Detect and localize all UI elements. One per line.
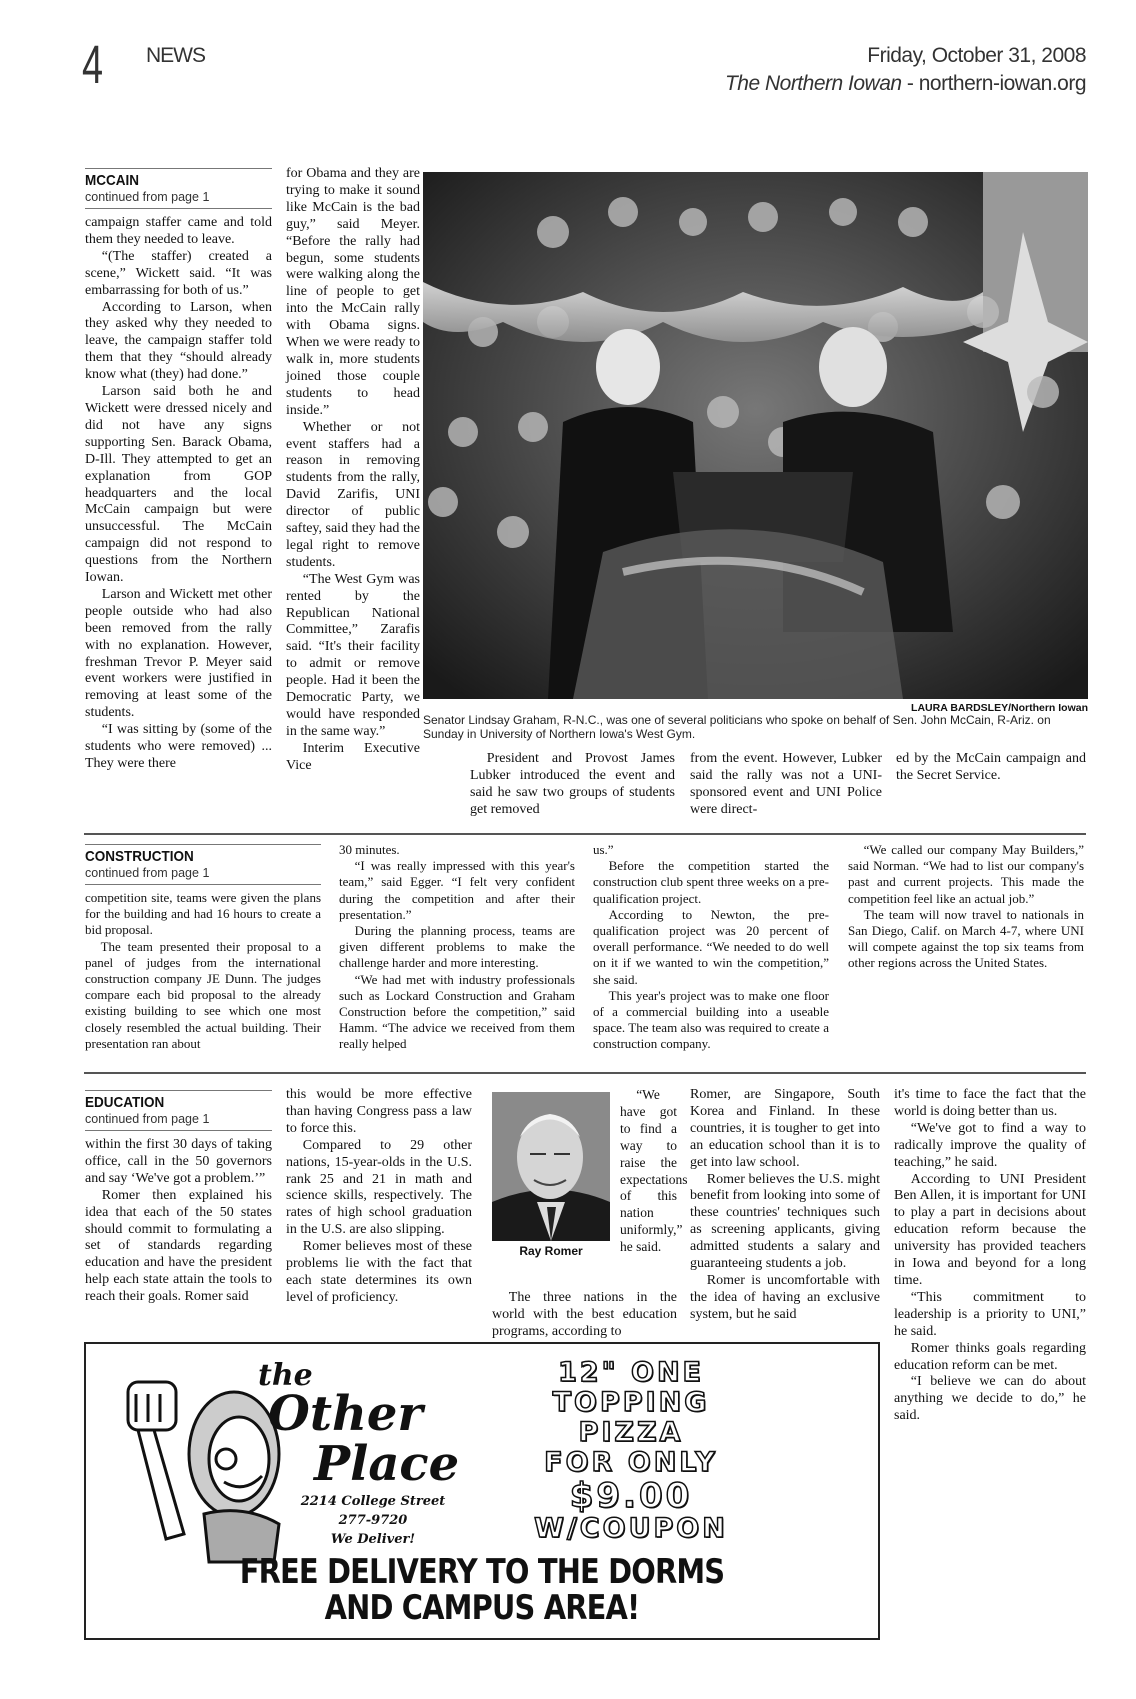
article-column: [470, 751, 675, 819]
paragraph: Romer is uncomfortable with the idea of having an exclusive system, but he said: [690, 1272, 880, 1322]
paragraph: “This commitment to leadership is a priority to UNI,” he said.: [894, 1289, 1086, 1339]
paragraph: President and Provost James Lubker introduced the event and said he saw two groups of students get removed: [470, 751, 675, 817]
paragraph: us.”: [593, 842, 614, 857]
article-column: [593, 842, 829, 1053]
paragraph: “I believe we can do about anything we decide to do,” he said.: [894, 1374, 1086, 1424]
paragraph: According to Newton, the pre-qualification project was 20 percent of overall performance. “We needed to do well on it if we wanted to win the competition,” she said.: [593, 906, 829, 987]
logo-text-other: Other: [268, 1386, 423, 1442]
kicker-continued: continued from page 1: [85, 190, 210, 204]
paragraph: Romer, are Singapore, South Korea and Finland. In these countries, it is tougher to get into an education school than it is to get into law school.: [690, 1087, 880, 1170]
paragraph: “We have got to find a way to raise the expectations of this nation uniformly,” he said.: [620, 1087, 688, 1255]
deal-line: PIZZA: [578, 1417, 684, 1448]
photo-caption: Senator Lindsay Graham, R-N.C., was one of several politicians who spoke on behalf of Sen. John McCain, R-Ariz. on Sunday in University of Northern Iowa's West Gym.: [423, 713, 1051, 741]
article-column: [848, 842, 1084, 972]
paragraph: The team will now travel to nationals in San Diego, Calif. on March 4-7, where UNI will compete against the top six teams from other regions across the United States.: [848, 906, 1084, 971]
kicker-continued: continued from page 1: [85, 1112, 210, 1126]
paragraph: Whether or not event staffers had a reason in removing students from the rally, David Zarifis, UNI director of public saftey, said they had the legal right to remove students.: [286, 419, 420, 570]
kicker-title: EDUCATION: [85, 1094, 165, 1111]
paragraph: “We've got to find a way to radically improve the quality of teaching,” he said.: [894, 1120, 1086, 1170]
ad-address: 2214 College Street: [300, 1494, 446, 1509]
website-link[interactable]: northern-iowan.org: [918, 72, 1086, 95]
logo-text-place: Place: [314, 1436, 460, 1492]
ad-phone: 277-9720: [338, 1513, 408, 1528]
article-column: [492, 1290, 677, 1341]
rally-photo-image: [423, 172, 1088, 699]
paragraph: Romer believes the U.S. might benefit from looking into some of these countries' techniques such as screening applicants, giving admitted students a salary and guaranteeing students a job.: [690, 1171, 880, 1272]
paragraph: The three nations in the world with the best education programs, according to: [492, 1290, 677, 1339]
ad-deal: [386, 1358, 876, 1544]
mccain-kicker: [85, 168, 272, 209]
paragraph: Romer believes most of these problems lie with the fact that each state determines its own level of proficiency.: [286, 1239, 472, 1305]
separator: -: [901, 72, 919, 95]
article-column: [85, 890, 321, 1052]
deal-line: TOPPING: [552, 1387, 710, 1418]
paragraph: it's time to face the fact that the world is doing better than us.: [894, 1087, 1086, 1119]
paragraph: “(The staffer) created a scene,” Wickett said. “It was embarrassing for both of us.”: [85, 248, 272, 298]
kicker-title: MCCAIN: [85, 172, 139, 189]
rally-photo: [423, 172, 1088, 699]
article-column: [690, 751, 882, 819]
article-column: [896, 751, 1086, 785]
deal-line: W/COUPON: [534, 1513, 728, 1544]
article-column: [690, 1087, 880, 1324]
section-divider: [84, 833, 1086, 835]
paragraph: campaign staffer came and told them they needed to leave.: [85, 215, 272, 247]
paragraph: for Obama and they are trying to make it sound like McCain is the bad guy,” said Meyer. “Before the rally had begun, some students were walking along the line of people to get into the McCain rally with Obama signs. When we were ready to walk in, more students joined those couple students to head inside.”: [286, 166, 420, 418]
kicker-title: CONSTRUCTION: [85, 848, 194, 865]
paragraph: within the first 30 days of taking office, call in the 50 governors and say ‘We've got a problem.’”: [85, 1137, 272, 1186]
paragraph: The team presented their proposal to a panel of judges from the international construction company JE Dunn. The judges compare each bid proposal to the already existing building to see which one most closely resembled the actual building. Their presentation ran about: [85, 938, 321, 1051]
paragraph: “I was really impressed with this year's team,” said Egger. “I felt very confident during the competition and after their presentation.”: [339, 858, 575, 922]
paragraph: Before the competition started the construction club spent three weeks on a pre-qualification project.: [593, 858, 829, 906]
paper-name: The Northern Iowan: [724, 72, 902, 95]
article-column: [85, 1137, 272, 1306]
paragraph: During the planning process, teams are given different problems to make the challenge harder and more interesting.: [339, 923, 575, 971]
paragraph: Larson and Wickett met other people outside who had also been removed from the rally with no explanation. However, freshman Trevor P. Meyer said event workers were justified in removing at least some of the students.: [85, 586, 272, 721]
deal-price: $9.00: [569, 1476, 693, 1516]
paragraph: “The West Gym was rented by the Republican National Committee,” Zarafis said. “It's their facility to admit or remove people. Had it been the Democratic Party, we would have responded in the same way.”: [286, 571, 420, 739]
free-delivery-line: AND CAMPUS AREA!: [324, 1588, 640, 1628]
paragraph: This year's project was to make one floor of a commercial building into a useable space. The team also was required to create a construction company.: [593, 987, 829, 1052]
ad-delivery: We Deliver!: [330, 1532, 416, 1547]
paragraph: this would be more effective than having Congress pass a law to force this.: [286, 1087, 472, 1136]
logo-text-the: the: [258, 1358, 313, 1393]
construction-kicker: [85, 844, 321, 885]
section-divider: [84, 1072, 1086, 1074]
deal-line: 12" ONE: [557, 1357, 705, 1388]
romer-headshot-image: [492, 1092, 610, 1241]
paragraph: ed by the McCain campaign and the Secret Service.: [896, 751, 1086, 783]
paragraph: Romer thinks goals regarding education reform can be met.: [894, 1340, 1086, 1373]
free-delivery-line: FREE DELIVERY TO THE DORMS: [239, 1552, 725, 1592]
issue-date: Friday, October 31, 2008: [867, 44, 1086, 67]
section-label: NEWS: [146, 44, 205, 67]
article-column: [85, 215, 272, 773]
paragraph: “We had met with industry professionals such as Lockard Construction and Graham Construction before the competition,” said Hamm. “The advice we received from them really helped: [339, 971, 575, 1052]
article-column: [620, 1087, 688, 1256]
paragraph: competition site, teams were given the plans for the building and had 16 hours to create a bid proposal.: [85, 890, 321, 938]
headshot-caption: Ray Romer: [519, 1244, 583, 1258]
article-column: [894, 1087, 1086, 1425]
paragraph: Compared to 29 other nations, 15-year-olds in the U.S. rank 25 and 21 in math and science skills, respectively. The rates of high school graduation in the U.S. are also slipping.: [286, 1137, 472, 1238]
photo-credit: LAURA BARDSLEY/Northern Iowan: [911, 702, 1088, 714]
page-number: 4: [82, 35, 104, 95]
paragraph: Romer then explained his idea that each of the 50 states should commit to formulating a set of standards regarding education and have the president help each state attain the tools to reach their goals. Romer said: [85, 1187, 272, 1305]
article-column: [339, 842, 575, 1053]
ad-free-delivery: [145, 1554, 818, 1626]
article-column: [286, 1087, 472, 1307]
paragraph: from the event. However, Lubker said the rally was not a UNI-sponsored event and UNI Police were direct-: [690, 751, 882, 817]
article-column: [286, 166, 420, 775]
paper-masthead-line: [725, 72, 1086, 96]
pizza-advertisement[interactable]: [84, 1342, 880, 1640]
paragraph: “We called our company May Builders,” said Norman. “We had to list our company's past and current projects. This made the competition feel like an actual job.”: [848, 842, 1084, 906]
deal-line: FOR ONLY: [544, 1447, 718, 1478]
romer-headshot: [492, 1092, 610, 1241]
paragraph: Interim Executive Vice: [286, 740, 420, 773]
paragraph: According to Larson, when they asked why they needed to leave, the campaign staffer told them that they “should already know what (they) had done.”: [85, 299, 272, 383]
education-kicker: [85, 1090, 272, 1131]
paragraph: Larson said both he and Wickett were dressed nicely and did not have any signs supporting Sen. Barack Obama, D-Ill. They attempted to get an explanation from GOP headquarters and the local McCain campaign but were unsuccessful. The McCain campaign did not respond to questions from the Northern Iowan.: [85, 384, 272, 586]
paragraph: 30 minutes.: [339, 842, 400, 857]
paragraph: According to UNI President Ben Allen, it is important for UNI to play a part in decisions about education reform because the university has provided teachers in Iowa and beyond for a long time.: [894, 1171, 1086, 1288]
kicker-continued: continued from page 1: [85, 866, 210, 880]
paragraph: “I was sitting by (some of the students who were removed) ... They were there: [85, 722, 272, 771]
